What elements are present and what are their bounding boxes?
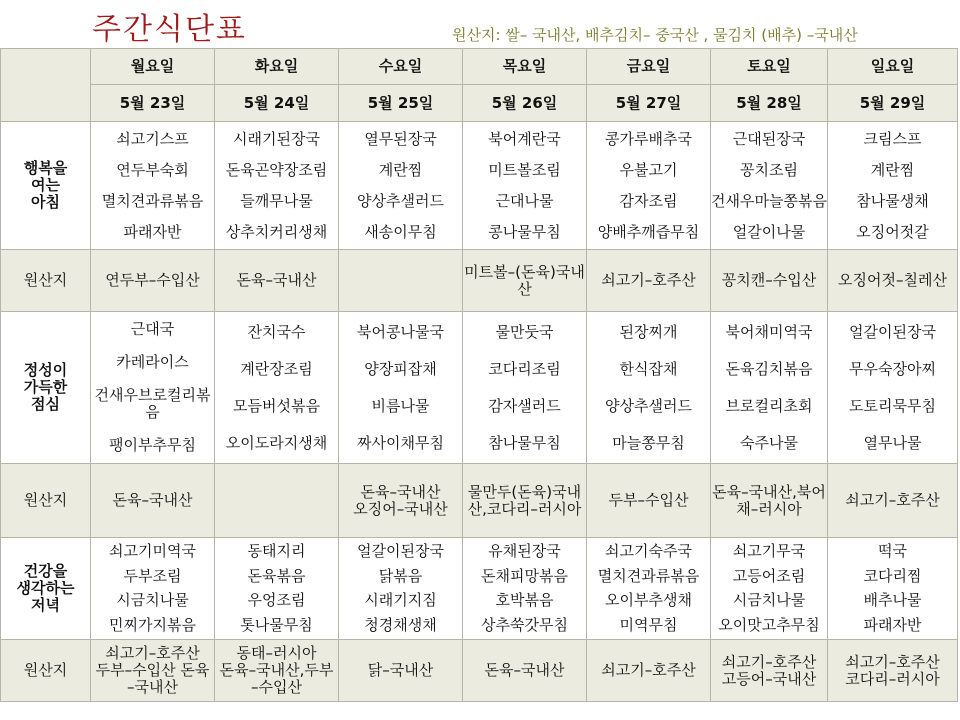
dish-list	[828, 124, 957, 248]
date-header: 5월 28일	[711, 85, 828, 122]
dish-item: 돈육김치볶음	[725, 359, 813, 378]
origin-cell: 쇠고기–호주산	[587, 640, 711, 702]
day-header: 토요일	[711, 49, 828, 85]
dish-item: 잔치국수	[247, 322, 306, 341]
dish-item: 시금치나물	[732, 591, 806, 610]
dish-item: 오이도라지생채	[225, 433, 328, 452]
dish-item: 두부조림	[123, 566, 182, 585]
dish-item: 도토리묵무침	[849, 396, 936, 415]
dish-list	[91, 540, 214, 638]
origin-label: 원산지	[1, 250, 91, 312]
origin-label: 원산지	[1, 464, 91, 538]
dish-item: 북어계란국	[488, 129, 561, 148]
dish-list	[828, 540, 957, 638]
origin-cell	[215, 464, 339, 538]
dish-item: 돈육볶음	[247, 566, 306, 585]
dish-item: 우불고기	[619, 160, 678, 179]
dish-item: 열무된장국	[364, 129, 437, 148]
origin-label: 원산지	[1, 640, 91, 702]
dish-list	[339, 124, 462, 248]
origin-cell: 돈육–국내산	[215, 250, 339, 312]
origin-cell: 돈육–국내산,북어채–러시아	[711, 464, 828, 538]
dish-item: 콩가루배추국	[605, 129, 692, 148]
dish-item: 오이부추생채	[605, 591, 692, 610]
dish-item: 쇠고기무국	[732, 542, 806, 561]
origin-cell: 두부–수입산	[587, 464, 711, 538]
dish-list	[215, 124, 338, 248]
dish-item: 우엉조림	[247, 591, 306, 610]
dish-list	[215, 540, 338, 638]
origin-cell: 연두부–수입산	[91, 250, 215, 312]
dish-item: 된장찌개	[619, 322, 678, 341]
origin-note: 원산지: 쌀– 국내산, 배추김치– 중국산 , 물김치 (배추) –국내산	[452, 26, 858, 44]
dish-item: 근대국	[130, 320, 175, 339]
origin-cell: 오징어젓–칠레산	[828, 250, 958, 312]
dish-list	[587, 314, 710, 462]
dish-item: 멸치견과류볶음	[101, 191, 204, 210]
date-header: 5월 29일	[828, 85, 958, 122]
menu-cell	[463, 122, 587, 250]
dish-list	[587, 124, 710, 248]
dish-item: 얼갈이된장국	[849, 322, 936, 341]
date-header: 5월 26일	[463, 85, 587, 122]
dish-item: 파래자반	[863, 615, 922, 634]
dish-item: 호박볶음	[495, 591, 554, 610]
dish-item: 양상추샐러드	[605, 396, 692, 415]
dish-item: 코다리조림	[488, 359, 561, 378]
origin-cell: 쇠고기–호주산 고등어–국내산	[711, 640, 828, 702]
dish-item: 건새우브로컬리볶음	[94, 385, 211, 421]
dish-list	[587, 540, 710, 638]
dish-item: 들깨무나물	[240, 191, 313, 210]
menu-cell	[587, 122, 711, 250]
day-header: 목요일	[463, 49, 587, 85]
dish-item: 연두부숙회	[116, 160, 189, 179]
dish-item: 짜사이채무침	[357, 433, 444, 452]
date-header: 5월 27일	[587, 85, 711, 122]
dish-item: 상추치커리생채	[225, 222, 328, 241]
dish-item: 쇠고기스프	[116, 129, 189, 148]
origin-cell: 돈육–국내산	[463, 640, 587, 702]
dish-item: 마늘쫑무침	[612, 433, 685, 452]
dish-item: 시래기된장국	[233, 129, 320, 148]
menu-cell	[711, 312, 828, 464]
menu-cell	[215, 312, 339, 464]
dish-item: 닭볶음	[378, 566, 423, 585]
meal-label-breakfast: 행복을 여는 아침	[1, 122, 91, 250]
menu-cell	[91, 538, 215, 640]
origin-cell: 미트볼–(돈육)국내산	[463, 250, 587, 312]
dish-item: 물만둣국	[495, 322, 554, 341]
dish-item: 오징어젓갈	[856, 222, 929, 241]
dish-item: 북어채미역국	[725, 322, 813, 341]
dish-item: 열무나물	[863, 433, 922, 452]
menu-cell	[215, 122, 339, 250]
dish-list	[463, 314, 586, 462]
dish-item: 오이맛고추무침	[718, 615, 820, 634]
menu-cell	[587, 312, 711, 464]
origin-cell: 쇠고기–호주산	[828, 464, 958, 538]
dish-item: 얼갈이나물	[732, 222, 806, 241]
dish-item: 얼갈이된장국	[357, 542, 444, 561]
day-header: 일요일	[828, 49, 958, 85]
dish-item: 근대나물	[495, 191, 554, 210]
dish-item: 고등어조림	[732, 566, 806, 585]
dish-item: 비름나물	[371, 396, 430, 415]
dish-item: 카레라이스	[116, 353, 189, 372]
dish-item: 시래기지짐	[364, 591, 437, 610]
dish-item: 청경채생채	[364, 615, 437, 634]
date-header: 5월 24일	[215, 85, 339, 122]
origin-cell: 물만두(돈육)국내산,코다리–러시아	[463, 464, 587, 538]
dish-item: 꽁치조림	[740, 160, 798, 179]
dish-item: 쇠고기미역국	[109, 542, 196, 561]
dish-item: 코다리찜	[863, 566, 922, 585]
dish-list	[711, 124, 827, 248]
menu-cell	[215, 538, 339, 640]
menu-cell	[91, 312, 215, 464]
dish-item: 파래자반	[123, 222, 182, 241]
dish-item: 팽이부추무침	[109, 435, 196, 454]
dish-item: 북어콩나물국	[357, 322, 444, 341]
dish-item: 동태지리	[247, 542, 306, 561]
dish-list	[463, 124, 586, 248]
dish-item: 쇠고기숙주국	[605, 542, 692, 561]
dish-item: 미트볼조림	[488, 160, 561, 179]
dish-list	[91, 314, 214, 462]
dish-item: 미역무침	[619, 615, 678, 634]
dish-item: 숙주나물	[740, 433, 798, 452]
dish-item: 돈육곤약장조림	[225, 160, 328, 179]
dish-item: 콩나물무침	[488, 222, 561, 241]
dish-list	[463, 540, 586, 638]
corner-cell	[1, 49, 91, 122]
origin-cell	[339, 250, 463, 312]
menu-cell	[711, 538, 828, 640]
menu-cell	[463, 538, 587, 640]
menu-cell	[828, 312, 958, 464]
menu-cell	[91, 122, 215, 250]
dish-item: 톳나물무침	[240, 615, 313, 634]
dish-item: 돈채피망볶음	[481, 566, 568, 585]
dish-list	[339, 314, 462, 462]
dish-item: 참나물무침	[488, 433, 561, 452]
origin-cell: 동태–러시아 돈육–국내산,두부 –수입산	[215, 640, 339, 702]
dish-item: 유채된장국	[488, 542, 561, 561]
dish-item: 양장피잡채	[364, 359, 437, 378]
dish-item: 민찌가지볶음	[109, 615, 196, 634]
origin-cell: 쇠고기–호주산	[587, 250, 711, 312]
menu-table	[0, 48, 958, 702]
dish-list	[711, 314, 827, 462]
dish-item: 배추나물	[863, 591, 922, 610]
origin-cell: 닭–국내산	[339, 640, 463, 702]
dish-item: 한식잡채	[619, 359, 678, 378]
dish-list	[91, 124, 214, 248]
menu-cell	[463, 312, 587, 464]
dish-item: 감자샐러드	[488, 396, 561, 415]
dish-list	[828, 314, 957, 462]
meal-label-dinner: 건강을 생각하는 저녁	[1, 538, 91, 640]
dish-list	[339, 540, 462, 638]
dish-item: 감자조림	[619, 191, 678, 210]
day-header: 금요일	[587, 49, 711, 85]
date-header: 5월 25일	[339, 85, 463, 122]
menu-cell	[339, 122, 463, 250]
day-header: 수요일	[339, 49, 463, 85]
origin-cell: 쇠고기–호주산 두부–수입산 돈육 –국내산	[91, 640, 215, 702]
origin-cell: 돈육–국내산 오징어–국내산	[339, 464, 463, 538]
page-title: 주간식단표	[92, 12, 247, 47]
menu-cell	[828, 538, 958, 640]
origin-cell: 꽁치캔–수입산	[711, 250, 828, 312]
meal-label-lunch: 정성이 가득한 점심	[1, 312, 91, 464]
dish-item: 건새우마늘쫑볶음	[711, 191, 827, 210]
dish-item: 시금치나물	[116, 591, 189, 610]
dish-item: 양상추샐러드	[357, 191, 444, 210]
dish-item: 계란장조림	[240, 359, 313, 378]
day-header: 월요일	[91, 49, 215, 85]
menu-cell	[587, 538, 711, 640]
dish-item: 멸치견과류볶음	[597, 566, 700, 585]
dish-list	[711, 540, 827, 638]
day-header: 화요일	[215, 49, 339, 85]
dish-item: 양배추깨즙무침	[597, 222, 700, 241]
dish-item: 상추쑥갓무침	[481, 615, 568, 634]
dish-item: 참나물생채	[856, 191, 929, 210]
dish-item: 계란찜	[378, 160, 423, 179]
dish-item: 크림스프	[863, 129, 922, 148]
origin-cell: 돈육–국내산	[91, 464, 215, 538]
menu-cell	[828, 122, 958, 250]
menu-cell	[339, 312, 463, 464]
menu-cell	[339, 538, 463, 640]
dish-item: 새송이무침	[364, 222, 437, 241]
dish-item: 떡국	[878, 542, 907, 561]
dish-item: 브로컬리초회	[725, 396, 813, 415]
date-header: 5월 23일	[91, 85, 215, 122]
menu-cell	[711, 122, 828, 250]
dish-list	[215, 314, 338, 462]
origin-cell: 쇠고기–호주산 코다리–러시아	[828, 640, 958, 702]
dish-item: 근대된장국	[732, 129, 806, 148]
dish-item: 계란찜	[870, 160, 915, 179]
dish-item: 모듬버섯볶음	[233, 396, 320, 415]
dish-item: 무우숙장아찌	[849, 359, 936, 378]
